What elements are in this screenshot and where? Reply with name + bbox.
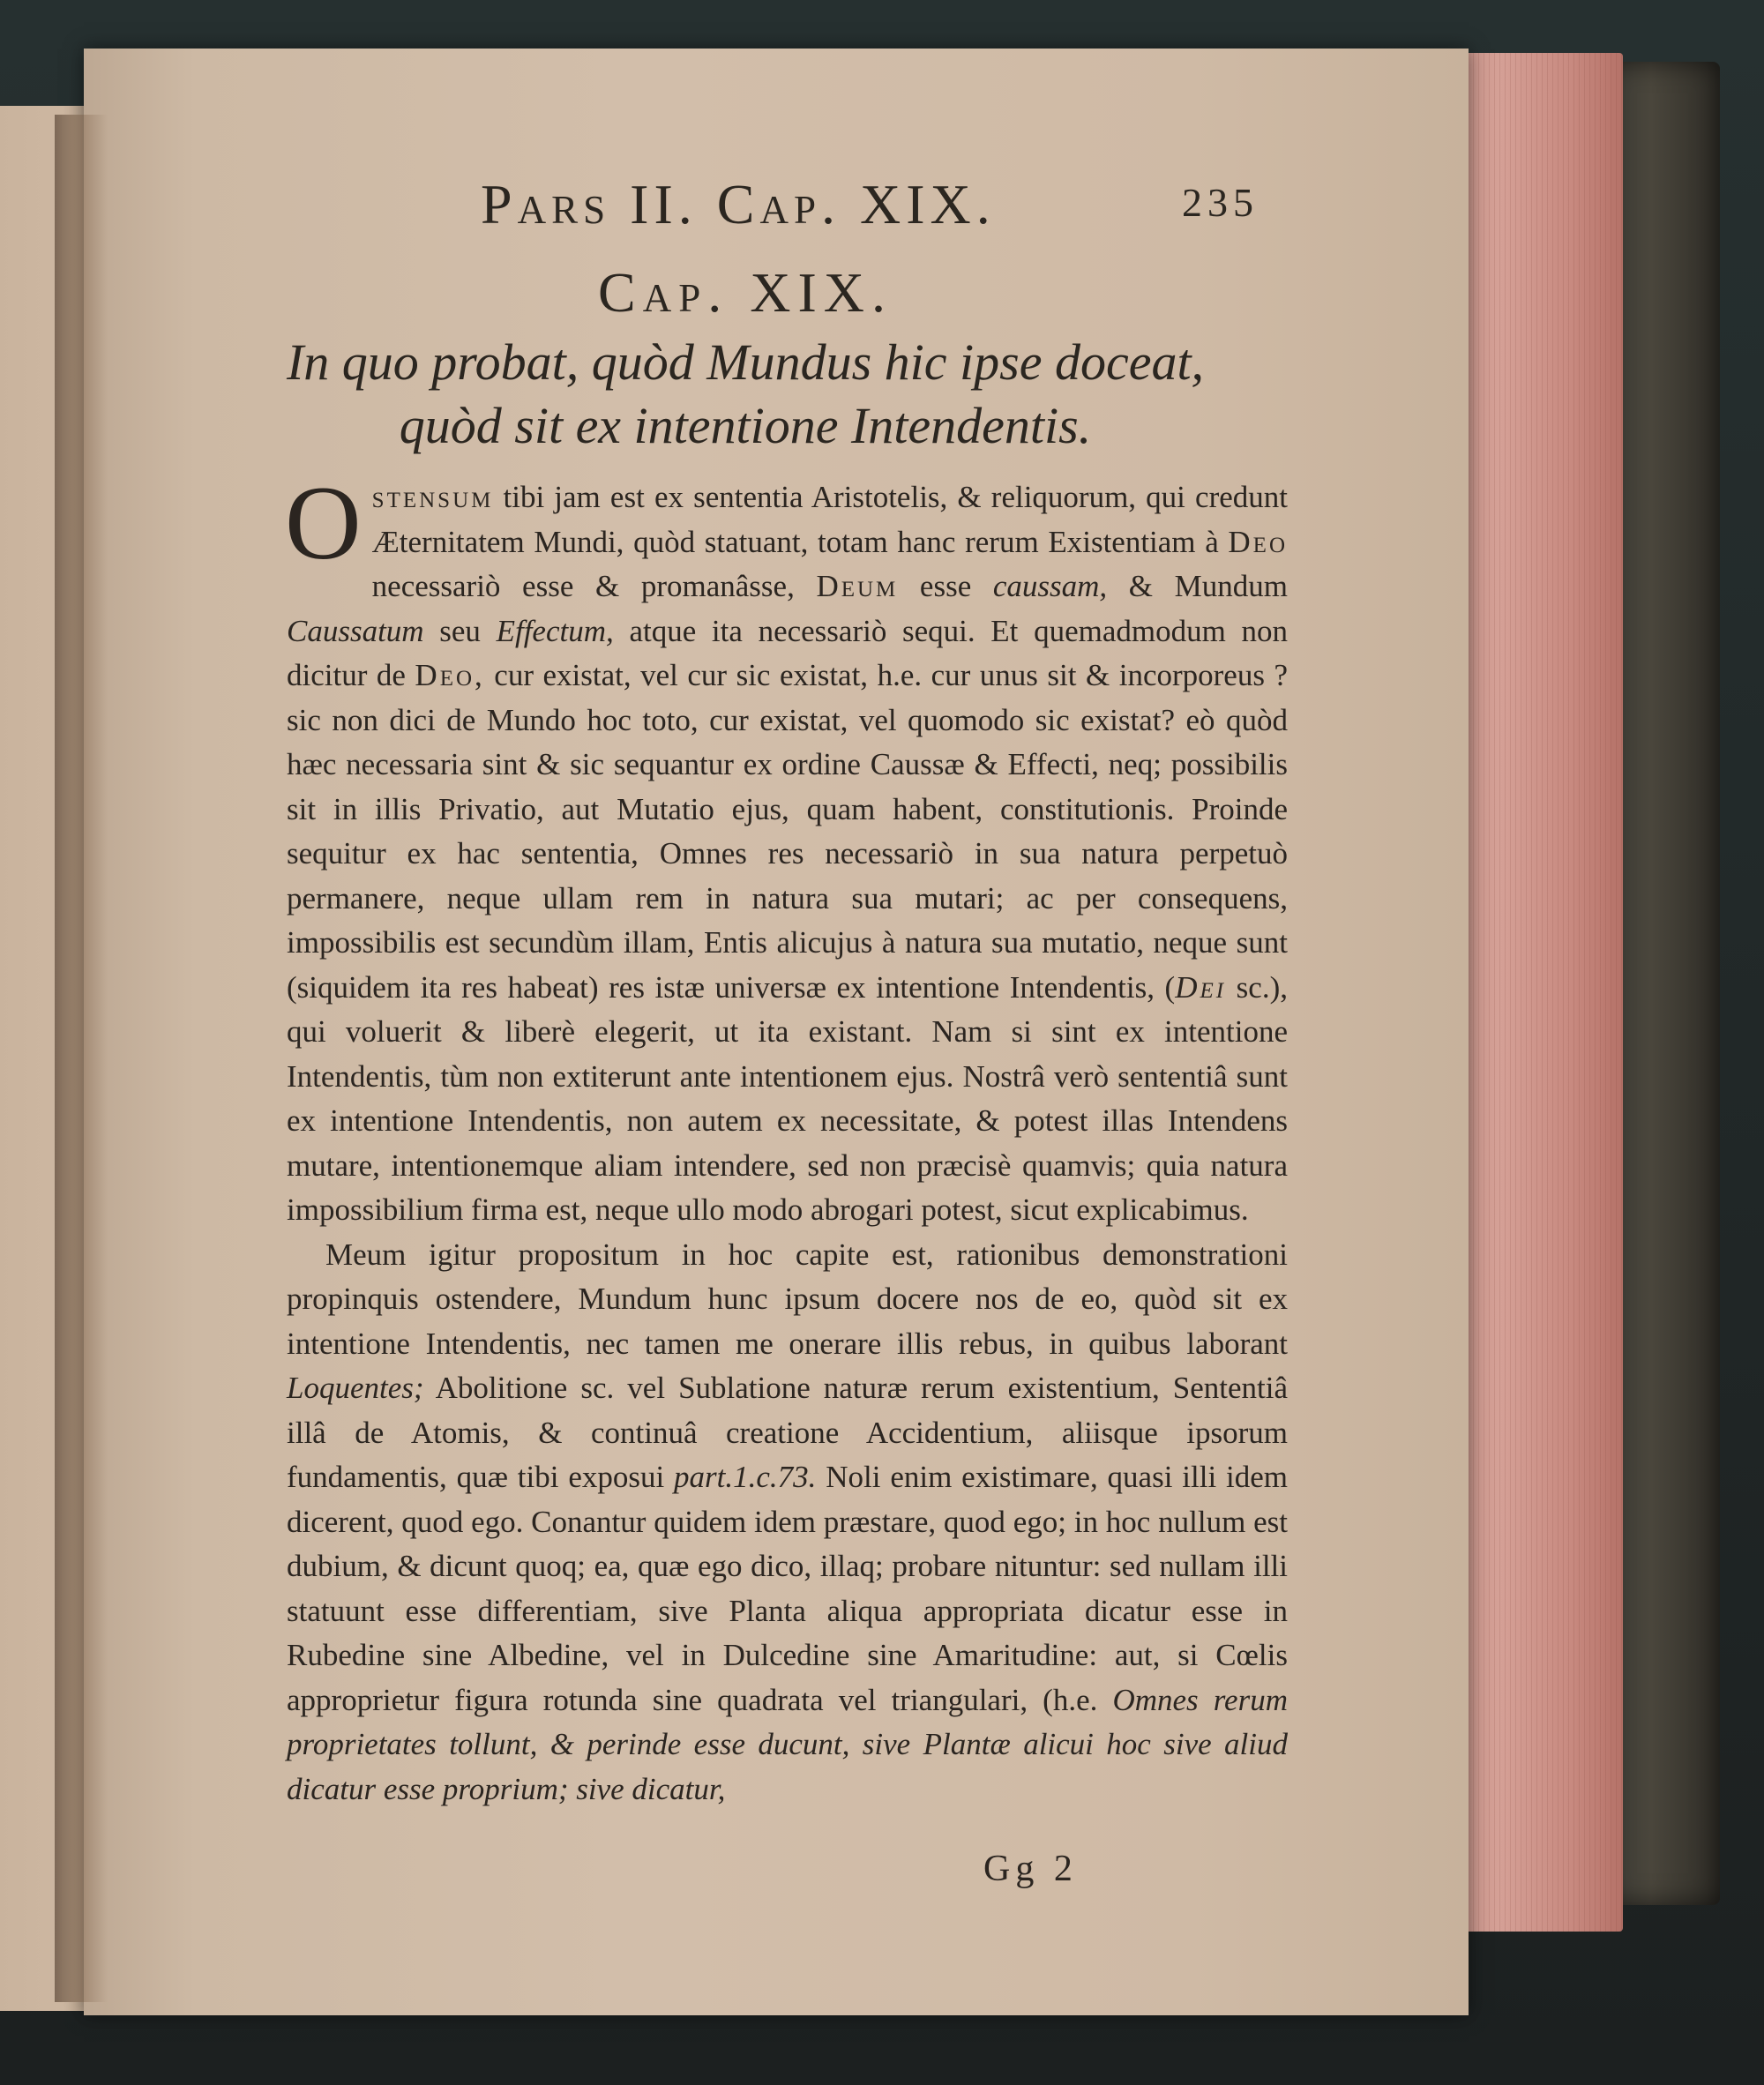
chapter-subtitle-line-1: In quo probat, quòd Mundus hic ipse doceat, — [286, 333, 1205, 391]
italic-term: Effectum, — [496, 613, 614, 648]
lead-small-caps: stensum — [371, 480, 494, 514]
drop-cap: O — [285, 464, 362, 581]
text-run: tibi jam est ex sententia Aristotelis, & reliquorum, qui credunt Æternitatem Mundi, quòd statuant, totam hanc rerum Existentiam à — [371, 480, 1288, 559]
running-head-title: Pars II. Cap. XIX. — [481, 173, 996, 235]
italic-term: Loquentes; — [287, 1371, 424, 1405]
page-fore-edge — [1446, 53, 1623, 1932]
deo-small-caps: Deo, — [415, 658, 485, 692]
text-run: & Mundum — [1107, 569, 1288, 603]
book-page — [84, 49, 1469, 2015]
chapter-heading: Cap. XIX. — [598, 261, 893, 324]
deo-small-caps: Deo — [1228, 524, 1288, 559]
paragraph-2 — [287, 1233, 1288, 1812]
text-run: esse — [898, 569, 993, 603]
page-text-block — [198, 172, 1289, 1812]
italic-passage: Omnes rerum proprietates tollunt, & perinde esse ducunt, sive Plantæ alicui hoc sive aliud dicatur esse proprium; sive dicatur, — [287, 1682, 1288, 1806]
text-run: atque ita necessariò sequi. Et quemadmodum non dicitur de — [287, 613, 1289, 692]
italic-term: Caussatum — [287, 613, 424, 648]
text-run: Meum igitur propositum in hoc capite est, rationibus demonstrationi propinquis ostendere, Mundum hunc ipsum docere nos de eo, quòd sit ex intentione Intendentis, nec tamen me onerare illis rebus, in quibus laborant — [287, 1237, 1288, 1361]
page-number: 235 — [1182, 180, 1259, 225]
running-head — [198, 172, 1257, 269]
italic-term: caussam, — [992, 569, 1108, 603]
paragraph-1 — [285, 464, 1289, 1233]
dei-small-caps: Dei — [1175, 969, 1227, 1005]
text-run: necessariò esse & promanâsse, — [371, 569, 817, 603]
signature-catchword: Gg 2 — [983, 1849, 1078, 1889]
body-text — [285, 464, 1289, 1812]
deum-small-caps: Deum — [816, 569, 899, 603]
text-run: cur existat, vel cur sic existat, h.e. cur unus sit & incorporeus ? sic non dici de Mundo hoc toto, cur existat, vel quomodo sic existat? eò quòd hæc necessaria sint & sic sequantur ex ordine Caussæ & Effecti, neq; possibilis sit in illis Privatio, aut Mutatio ejus, quam habent, constitutionis. Proinde sequitur ex hac sententia, Omnes res necessariò in sua natura perpetuò permanere, neque ullam rem in natura sua mutari; ac per consequens, impossibilis est secundùm illam, Entis alicujus à natura sua mutatio, neque sunt (siquidem ita res habeat) res istæ universæ ex intentione Intendentis, ( — [287, 658, 1289, 1005]
text-run: sc.), qui voluerit & liberè elegerit, ut ita existant. Nam si sint ex intentione Intendentis, tùm non extiterunt ante intentionem ejus. Nostrâ verò sententiâ sunt ex intentione Intendentis, non autem ex necessitate, & potest illas Intendens mutare, intentionemque aliam intendere, sed non præcisè quamvis; quia natura impossibilium firma est, neque ullo modo abrogari potest, sicut explicabimus. — [287, 969, 1288, 1227]
italic-reference: part.1.c.73. — [674, 1460, 817, 1494]
text-run: Noli enim existimare, quasi illi idem dicerent, quod ego. Conantur quidem idem præstare, quod ego; in hoc nullum est dubium, & dicunt quoq; ea, quæ ego dico, illaq; probare nituntur: sed nullam illi statuunt esse differentiam, sive Planta aliqua appropriata dicatur esse in Rubedine sine Albedine, vel in Dulcedine sine Amaritudine: aut, si Cœlis approprietur figura rotunda sine quadrata vel triangulari, (h.e. — [287, 1460, 1288, 1717]
chapter-subtitle — [234, 331, 1257, 458]
chapter-subtitle-line-2: quòd sit ex intentione Intendentis. — [399, 397, 1092, 454]
text-run: Abolitione sc. vel Sublatione naturæ rerum existentium, Sententiâ illâ de Atomis, & continuâ creatione Accidentium, aliisque ipsorum fundamentis, quæ tibi exposui — [287, 1371, 1288, 1494]
text-run: seu — [423, 613, 497, 648]
gutter-shadow — [55, 115, 108, 2002]
